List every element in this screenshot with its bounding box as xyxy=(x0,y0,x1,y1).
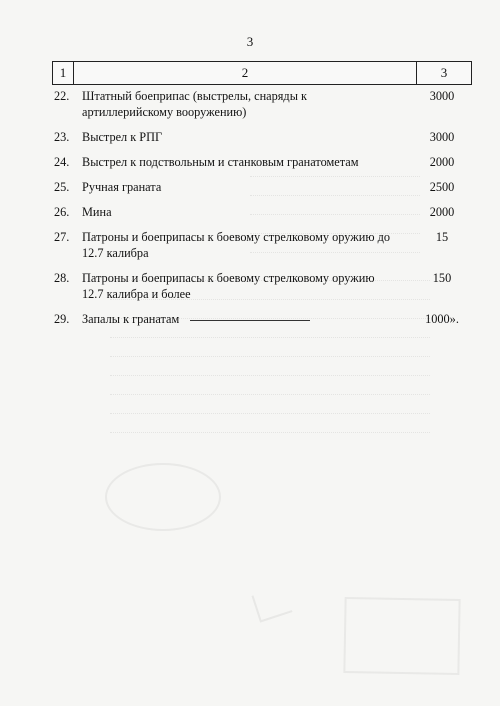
row-number: 22. xyxy=(54,89,70,103)
row-description: Выстрел к подствольным и станковым гранатометам xyxy=(82,155,359,169)
row-value: 2500 xyxy=(429,180,455,194)
page-number: 3 xyxy=(246,34,254,49)
row-value: 2000 xyxy=(429,155,455,169)
end-separator-line xyxy=(190,320,310,321)
header-col-2: 2 xyxy=(74,62,417,84)
row-value: 15 xyxy=(435,230,449,244)
table-row xyxy=(52,154,472,170)
row-number: 29. xyxy=(54,312,70,326)
row-description: Выстрел к РПГ xyxy=(82,130,163,144)
table-body xyxy=(52,88,472,327)
faint-signature-mark xyxy=(252,585,293,622)
faint-round-stamp xyxy=(105,463,221,531)
table-row xyxy=(52,88,472,120)
header-col-1: 1 xyxy=(53,62,74,84)
row-description: Патроны и боеприпасы к боевому стрелковому оружию 12.7 калибра и более xyxy=(82,271,375,301)
row-value: 3000 xyxy=(429,130,455,144)
quantities-table xyxy=(52,61,472,336)
faint-rect-stamp xyxy=(343,597,460,675)
table-row xyxy=(52,270,472,302)
row-number: 25. xyxy=(54,180,70,194)
row-description: Патроны и боеприпасы к боевому стрелковому оружию до 12.7 калибра xyxy=(82,230,390,260)
row-number: 24. xyxy=(54,155,70,169)
row-description: Мина xyxy=(82,205,112,219)
row-value: 2000 xyxy=(429,205,455,219)
table-header xyxy=(52,61,472,85)
row-value: 1000». xyxy=(425,312,459,326)
row-value: 150 xyxy=(432,271,452,285)
row-value: 3000 xyxy=(429,89,455,103)
table-row xyxy=(52,129,472,145)
row-description: Штатный боеприпас (выстрелы, снаряды к артиллерийскому вооружению) xyxy=(82,89,308,119)
table-row xyxy=(52,229,472,261)
row-number: 27. xyxy=(54,230,70,244)
table-row xyxy=(52,311,472,327)
table-row xyxy=(52,204,472,220)
row-description: Ручная граната xyxy=(82,180,162,194)
row-number: 23. xyxy=(54,130,70,144)
row-description: Запалы к гранатам xyxy=(82,312,180,326)
row-number: 26. xyxy=(54,205,70,219)
table-row xyxy=(52,179,472,195)
header-col-3: 3 xyxy=(440,65,448,80)
row-number: 28. xyxy=(54,271,70,285)
